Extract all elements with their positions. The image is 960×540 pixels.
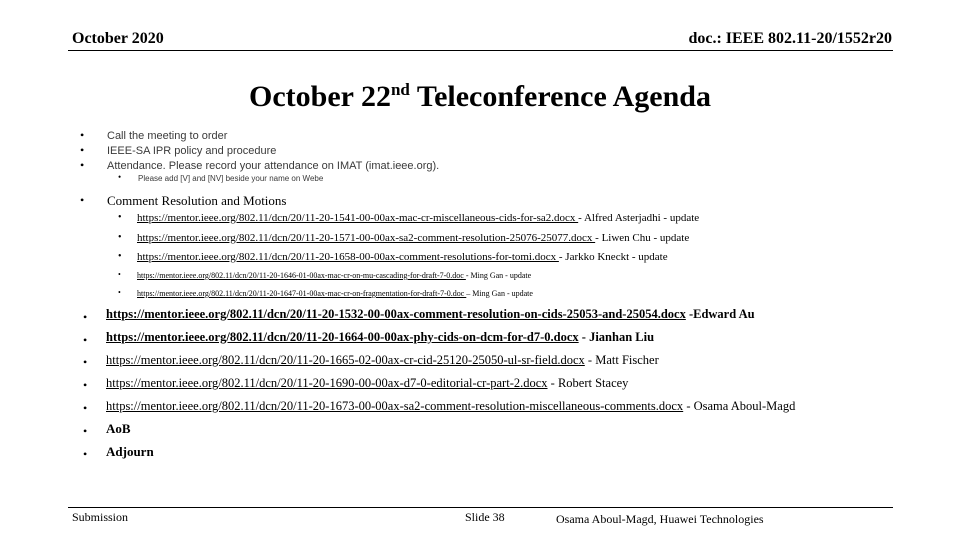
document-link[interactable]: https://mentor.ieee.org/802.11/dcn/20/11-20-1690-00-00ax-d7-0-editorial-cr-part-2.docx xyxy=(106,376,548,390)
main-item: https://mentor.ieee.org/802.11/dcn/20/11-20-1532-00-00ax-comment-resolution-on-cids-25053-and-25054.docx -Edward Au xyxy=(106,307,755,321)
document-link[interactable]: https://mentor.ieee.org/802.11/dcn/20/11-20-1646-01-00ax-mac-cr-on-mu-cascading-for-draft-7-0.doc xyxy=(137,271,466,280)
document-link[interactable]: https://mentor.ieee.org/802.11/dcn/20/11-20-1673-00-00ax-sa2-comment-resolution-miscellaneous-comments.docx xyxy=(106,399,684,413)
footer-author: Osama Aboul-Magd, Huawei Technologies xyxy=(556,512,764,526)
agenda-item-ipr-policy: IEEE-SA IPR policy and procedure xyxy=(107,145,277,157)
bullet: • xyxy=(83,333,88,347)
bullet: • xyxy=(118,172,122,182)
section-comment-resolution: Comment Resolution and Motions xyxy=(107,193,287,208)
bullet: • xyxy=(83,401,88,415)
agenda-item-adjourn: Adjourn xyxy=(106,444,154,459)
document-link[interactable]: https://mentor.ieee.org/802.11/dcn/20/11-20-1571-00-00ax-sa2-comment-resolution-25076-25077.docx xyxy=(137,232,596,244)
attendance-note: Please add [V] and [NV] beside your name on Webe xyxy=(138,174,324,183)
bullet: • xyxy=(83,378,88,392)
agenda-item-aob: AoB xyxy=(106,421,131,436)
footer-rule xyxy=(68,507,893,508)
bullet: • xyxy=(118,288,121,297)
bullet: • xyxy=(80,158,85,172)
main-item: https://mentor.ieee.org/802.11/dcn/20/11-20-1690-00-00ax-d7-0-editorial-cr-part-2.docx - Robert Stacey xyxy=(106,376,629,390)
agenda-item-call-to-order: Call the meeting to order xyxy=(107,130,228,142)
document-link[interactable]: https://mentor.ieee.org/802.11/dcn/20/11-20-1541-00-00ax-mac-cr-miscellaneous-cids-for-sa2.docx xyxy=(137,212,579,224)
main-item: https://mentor.ieee.org/802.11/dcn/20/11-20-1673-00-00ax-sa2-comment-resolution-miscellaneous-comments.docx - Osama Aboul-Magd xyxy=(106,399,796,413)
sub-item: https://mentor.ieee.org/802.11/dcn/20/11-20-1541-00-00ax-mac-cr-miscellaneous-cids-for-sa2.docx - Alfred Asterjadhi - update xyxy=(137,212,700,224)
bullet: • xyxy=(80,128,85,142)
header-doc-id: doc.: IEEE 802.11-20/1552r20 xyxy=(688,30,892,47)
sub-item: https://mentor.ieee.org/802.11/dcn/20/11-20-1646-01-00ax-mac-cr-on-mu-cascading-for-draft-7-0.doc - Ming Gan - update xyxy=(137,271,532,280)
document-link[interactable]: https://mentor.ieee.org/802.11/dcn/20/11-20-1665-02-00ax-cr-cid-25120-25050-ul-sr-field.docx xyxy=(106,353,585,367)
agenda-item-attendance: Attendance. Please record your attendance on IMAT (imat.ieee.org). xyxy=(107,160,440,172)
bullet: • xyxy=(83,447,88,461)
bullet: • xyxy=(83,355,88,369)
main-item: https://mentor.ieee.org/802.11/dcn/20/11-20-1664-00-00ax-phy-cids-on-dcm-for-d7-0.docx - Jianhan Liu xyxy=(106,330,655,344)
bullet: • xyxy=(118,251,122,262)
sub-item: https://mentor.ieee.org/802.11/dcn/20/11-20-1647-01-00ax-mac-cr-on-fragmentation-for-draft-7-0.doc – Ming Gan - update xyxy=(137,289,533,298)
document-link[interactable]: https://mentor.ieee.org/802.11/dcn/20/11-20-1647-01-00ax-mac-cr-on-fragmentation-for-draft-7-0.doc xyxy=(137,289,467,298)
bullet: • xyxy=(118,212,122,223)
sub-item: https://mentor.ieee.org/802.11/dcn/20/11-20-1571-00-00ax-sa2-comment-resolution-25076-25077.docx - Liwen Chu - update xyxy=(137,232,690,244)
bullet: • xyxy=(83,424,88,438)
bullet: • xyxy=(83,310,88,324)
footer-submission: Submission xyxy=(72,510,129,524)
bullet: • xyxy=(80,143,85,157)
bullet: • xyxy=(118,232,122,243)
main-item: https://mentor.ieee.org/802.11/dcn/20/11-20-1665-02-00ax-cr-cid-25120-25050-ul-sr-field.docx - Matt Fischer xyxy=(106,353,659,367)
document-link[interactable]: https://mentor.ieee.org/802.11/dcn/20/11-20-1532-00-00ax-comment-resolution-on-cids-25053-and-25054.docx xyxy=(106,307,686,321)
header-date: October 2020 xyxy=(72,30,164,47)
bullet: • xyxy=(80,193,85,207)
bullet: • xyxy=(118,270,121,279)
sub-item: https://mentor.ieee.org/802.11/dcn/20/11-20-1658-00-00ax-comment-resolutions-for-tomi.docx - Jarkko Kneckt - update xyxy=(137,251,668,263)
document-link[interactable]: https://mentor.ieee.org/802.11/dcn/20/11-20-1664-00-00ax-phy-cids-on-dcm-for-d7-0.docx xyxy=(106,330,579,344)
document-link[interactable]: https://mentor.ieee.org/802.11/dcn/20/11-20-1658-00-00ax-comment-resolutions-for-tomi.docx xyxy=(137,251,559,263)
header-rule xyxy=(68,50,893,51)
slide-title: October 22nd Teleconference Agenda xyxy=(249,80,711,113)
footer-slide-number: Slide 38 xyxy=(465,510,505,524)
